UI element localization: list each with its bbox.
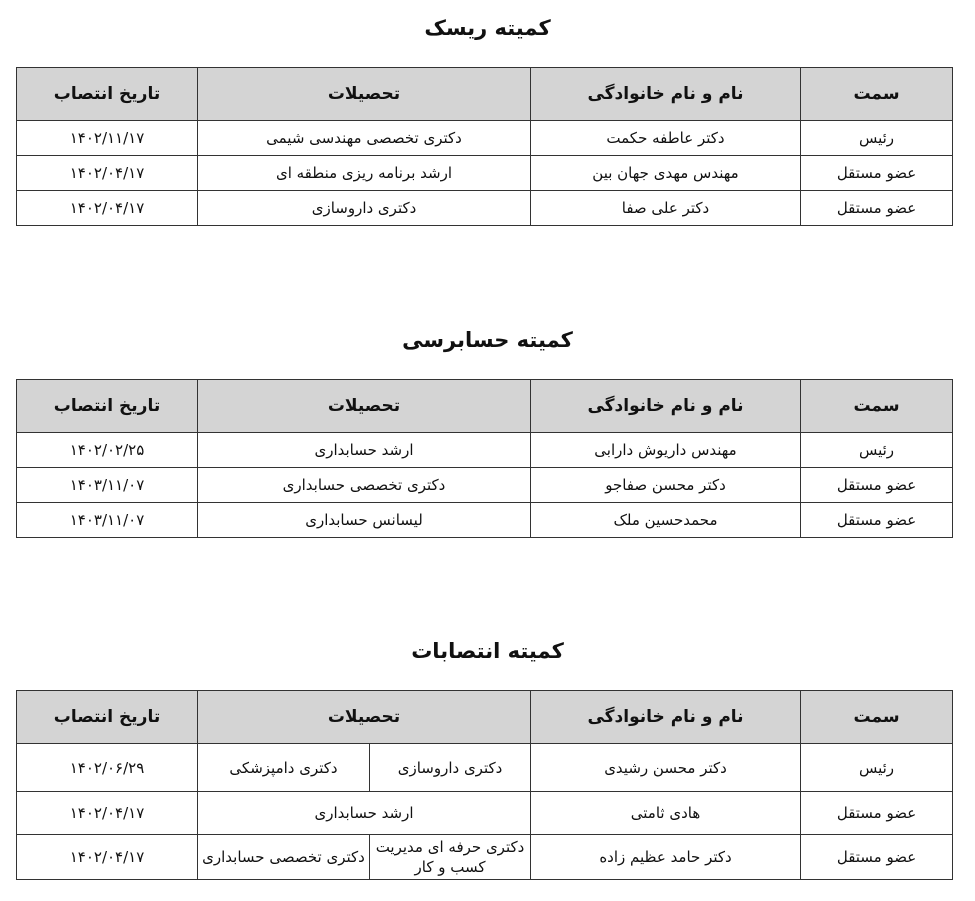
risk-committee-table xyxy=(16,67,953,226)
table-header-row xyxy=(17,691,953,744)
education-cell: دکتری داروسازی xyxy=(198,191,531,226)
name-cell: محمدحسین ملک xyxy=(531,503,801,538)
table-row xyxy=(17,121,953,156)
name-cell: مهندس داریوش دارابی xyxy=(531,433,801,468)
position-cell: رئیس xyxy=(801,744,953,792)
date-cell: ۱۴۰۲/۰۴/۱۷ xyxy=(17,156,198,191)
header-date: تاریخ انتصاب xyxy=(17,691,198,744)
date-cell: ۱۴۰۲/۱۱/۱۷ xyxy=(17,121,198,156)
education-cell-b: دکتری تخصصی حسابداری xyxy=(198,835,370,880)
header-education: تحصیلات xyxy=(198,68,531,121)
position-cell: رئیس xyxy=(801,433,953,468)
table-row xyxy=(17,468,953,503)
header-date: تاریخ انتصاب xyxy=(17,380,198,433)
header-name: نام و نام خانوادگی xyxy=(531,380,801,433)
header-name: نام و نام خانوادگی xyxy=(531,691,801,744)
audit-committee-table xyxy=(16,379,953,538)
name-cell: دکتر حامد عظیم زاده xyxy=(531,835,801,880)
position-cell: رئیس xyxy=(801,121,953,156)
nominations-committee-table xyxy=(16,690,953,880)
table-row xyxy=(17,744,953,792)
date-cell: ۱۴۰۳/۱۱/۰۷ xyxy=(17,503,198,538)
audit-committee-title: کمیته حسابرسی xyxy=(402,328,573,352)
education-cell-a: دکتری حرفه ای مدیریت کسب و کار xyxy=(370,835,531,880)
table-row xyxy=(17,835,953,880)
header-position: سمت xyxy=(801,380,953,433)
date-cell: ۱۴۰۲/۰۴/۱۷ xyxy=(17,191,198,226)
header-position: سمت xyxy=(801,691,953,744)
date-cell: ۱۴۰۳/۱۱/۰۷ xyxy=(17,468,198,503)
date-cell: ۱۴۰۲/۰۶/۲۹ xyxy=(17,744,198,792)
header-date: تاریخ انتصاب xyxy=(17,68,198,121)
table-row xyxy=(17,191,953,226)
education-cell-a: دکتری داروسازی xyxy=(370,744,531,792)
education-cell: دکتری تخصصی مهندسی شیمی xyxy=(198,121,531,156)
name-cell: دکتر عاطفه حکمت xyxy=(531,121,801,156)
education-cell: ارشد برنامه ریزی منطقه ای xyxy=(198,156,531,191)
header-education: تحصیلات xyxy=(198,380,531,433)
position-cell: عضو مستقل xyxy=(801,835,953,880)
position-cell: عضو مستقل xyxy=(801,191,953,226)
header-education: تحصیلات xyxy=(198,691,531,744)
position-cell: عضو مستقل xyxy=(801,792,953,835)
risk-committee-title: کمیته ریسک xyxy=(424,16,551,40)
name-cell: دکتر محسن صفاجو xyxy=(531,468,801,503)
date-cell: ۱۴۰۲/۰۴/۱۷ xyxy=(17,835,198,880)
position-cell: عضو مستقل xyxy=(801,468,953,503)
table-header-row xyxy=(17,68,953,121)
education-cell: دکتری تخصصی حسابداری xyxy=(198,468,531,503)
date-cell: ۱۴۰۲/۰۴/۱۷ xyxy=(17,792,198,835)
name-cell: هادی ثامتی xyxy=(531,792,801,835)
name-cell: دکتر محسن رشیدی xyxy=(531,744,801,792)
table-row xyxy=(17,792,953,835)
header-position: سمت xyxy=(801,68,953,121)
position-cell: عضو مستقل xyxy=(801,156,953,191)
name-cell: دکتر علی صفا xyxy=(531,191,801,226)
education-cell-b: دکتری دامپزشکی xyxy=(198,744,370,792)
table-row xyxy=(17,433,953,468)
table-row xyxy=(17,503,953,538)
table-header-row xyxy=(17,380,953,433)
nominations-committee-title: کمیته انتصابات xyxy=(411,639,564,663)
education-cell: ارشد حسابداری xyxy=(198,433,531,468)
header-name: نام و نام خانوادگی xyxy=(531,68,801,121)
name-cell: مهندس مهدی جهان بین xyxy=(531,156,801,191)
table-row xyxy=(17,156,953,191)
education-cell: ارشد حسابداری xyxy=(198,792,531,835)
date-cell: ۱۴۰۲/۰۲/۲۵ xyxy=(17,433,198,468)
education-cell: لیسانس حسابداری xyxy=(198,503,531,538)
position-cell: عضو مستقل xyxy=(801,503,953,538)
